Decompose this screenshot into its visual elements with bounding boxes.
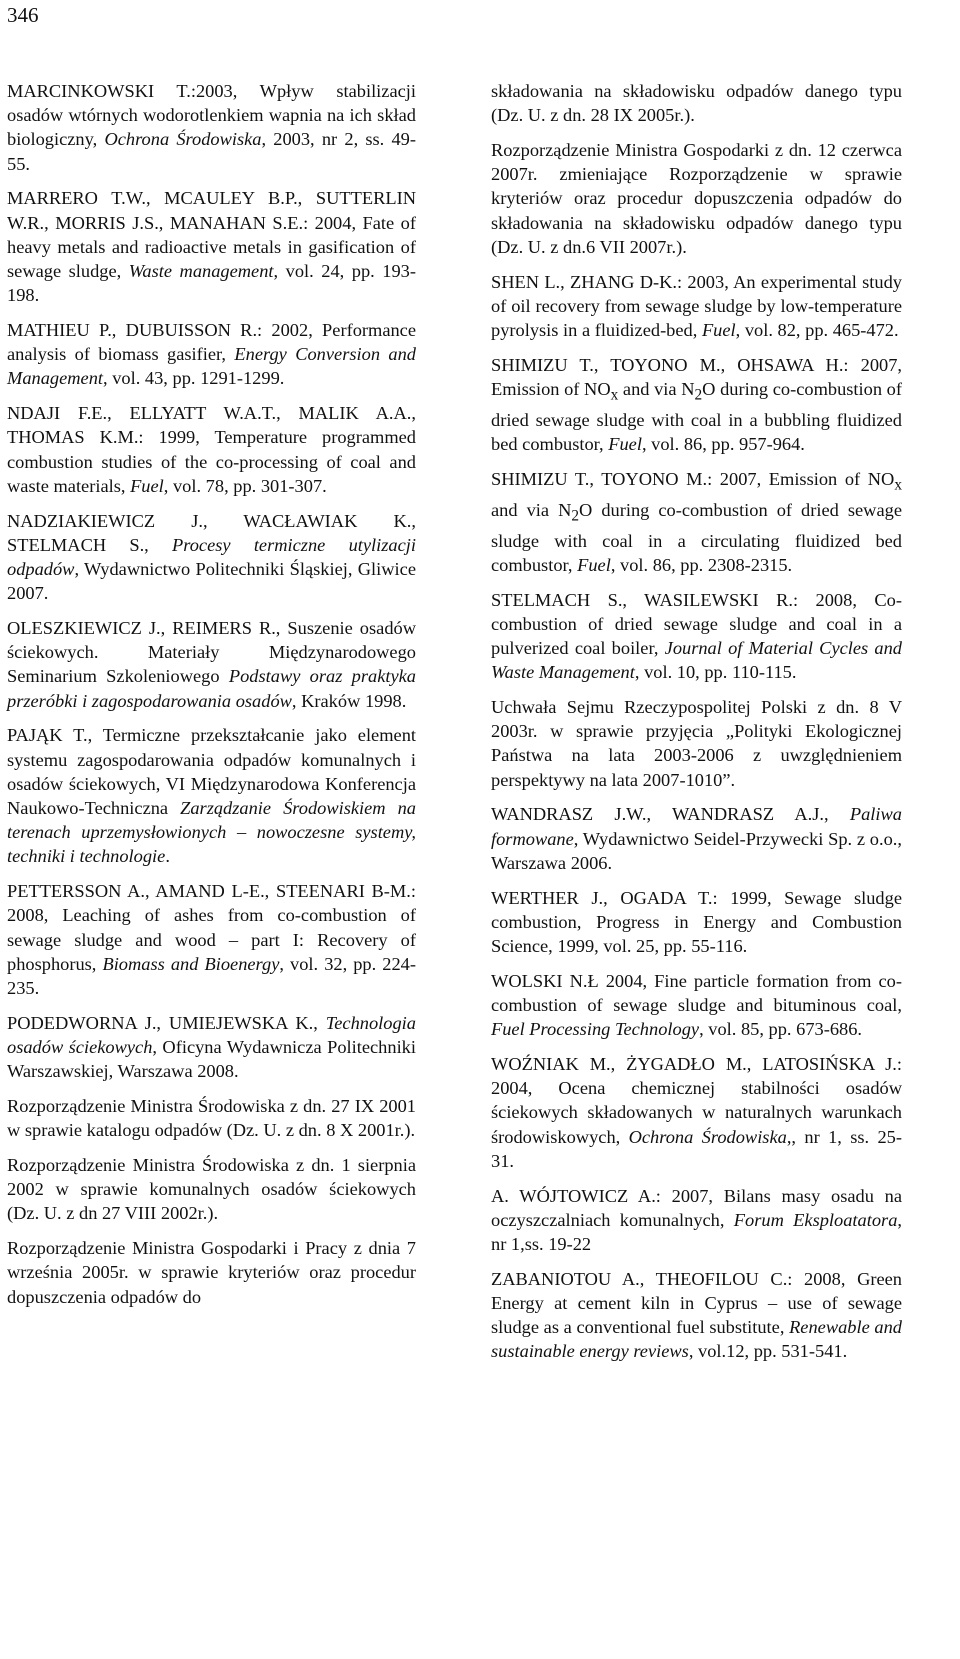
reference-text: 2 bbox=[694, 386, 703, 404]
reference-text: NADZIAKIEWICZ J., WACŁAWIAK K., STELMACH S., bbox=[7, 510, 416, 555]
reference-title-italic: Waste management bbox=[128, 261, 274, 282]
reference-text: SHEN L., ZHANG D-K.: 2003, An experimental study of oil recovery from sewage sludge by low-temperature pyrolysis in a fluidized-bed, bbox=[491, 271, 902, 341]
references-left-column bbox=[7, 79, 416, 1319]
reference-title-italic: Zarządzanie Środowiskiem na terenach uprzemysłowionych – nowoczesne systemy, techniki i technologie bbox=[7, 798, 416, 867]
reference-text: , vol. 32, pp. 224-235. bbox=[7, 953, 416, 999]
reference-text: MARRERO T.W., MCAULEY B.P., SUTTERLIN W.R., MORRIS J.S., MANAHAN S.E.: 2004, Fate of heavy metals and radioactive metals in gasification of sewage sludge, bbox=[7, 188, 416, 282]
reference-text: , vol. 43, pp. 1291-1299. bbox=[103, 368, 285, 389]
reference-text: MARCINKOWSKI T.:2003, Wpływ stabilizacji osadów wtórnych wodorotlenkiem wapnia na ich skład biologiczny, bbox=[7, 81, 416, 150]
reference-entry bbox=[491, 1184, 902, 1257]
reference-title-italic: Biomass and Bioenergy bbox=[102, 953, 280, 974]
reference-text: STELMACH S., WASILEWSKI R.: 2008, Co-combustion of dried sewage sludge and coal in a pulverized coal boiler, bbox=[491, 589, 902, 659]
reference-text: Rozporządzenie Ministra Gospodarki i Pracy z dnia 7 września 2005r. w sprawie kryteriów oraz procedur dopuszczenia odpadów do bbox=[7, 1238, 416, 1307]
reference-title-italic: Ochrona Środowiska bbox=[628, 1126, 787, 1147]
reference-text: , 2003, nr 2, ss. 49-55. bbox=[7, 129, 416, 174]
reference-title-italic: Energy Conversion and Management bbox=[7, 344, 416, 389]
reference-text: , vol. 82, pp. 465-472. bbox=[735, 320, 899, 341]
reference-title-italic: Journal of Material Cycles and Waste Management bbox=[491, 638, 903, 683]
reference-text: 2 bbox=[571, 507, 580, 525]
reference-text: , nr 1,ss. 19-22 bbox=[491, 1209, 902, 1255]
reference-text: x bbox=[894, 476, 902, 494]
reference-entry bbox=[491, 588, 902, 685]
reference-title-italic: Fuel bbox=[701, 320, 736, 341]
reference-text: , Wydawnictwo Seidel-Przywecki Sp. z o.o., Warszawa 2006. bbox=[491, 828, 902, 873]
reference-text: O during co-combustion of dried sewage sludge with coal in a bubbling fluidized bed combustor, bbox=[491, 379, 902, 455]
reference-entry bbox=[7, 1011, 416, 1084]
reference-text: x bbox=[610, 386, 619, 404]
reference-title-italic: Fuel bbox=[608, 434, 642, 455]
reference-text: , vol. 78, pp. 301-307. bbox=[163, 475, 327, 496]
reference-entry bbox=[7, 1094, 416, 1142]
reference-text: , Oficyna Wydawnicza Politechniki Warszawskiej, Warszawa 2008. bbox=[7, 1037, 416, 1082]
reference-text: OLESZKIEWICZ J., REIMERS R., Suszenie osadów ściekowych. Materiały Międzynarodowego Seminarium Szkoleniowego bbox=[7, 618, 416, 687]
reference-text: Uchwała Sejmu Rzeczypospolitej Polski z dn. 8 V 2003r. w sprawie przyjęcia „Polityki Ekologicznej Państwa na lata 2003-2006 z uwzględnieniem perspektywy na lata 2007-1010”. bbox=[491, 697, 902, 790]
reference-text: ,, nr 1, ss. 25-31. bbox=[491, 1126, 903, 1171]
reference-text: A. WÓJTOWICZ A.: 2007, Bilans masy osadu na oczyszczalniach komunalnych, bbox=[491, 1185, 902, 1230]
reference-entry bbox=[7, 509, 416, 606]
reference-text: MATHIEU P., DUBUISSON R.: 2002, Performance analysis of biomass gasifier, bbox=[7, 320, 416, 365]
reference-title-italic: Forum Eksploatatora bbox=[733, 1209, 898, 1230]
reference-text: Rozporządzenie Ministra Środowiska z dn. 1 sierpnia 2002 w sprawie komunalnych osadów ściekowych (Dz. U. z dn 27 VIII 2002r.). bbox=[7, 1155, 416, 1224]
reference-text: O during co-combustion of dried sewage sludge with coal in a circulating fluidized bed combustor, bbox=[491, 499, 902, 575]
reference-text: WERTHER J., OGADA T.: 1999, Sewage sludge combustion, Progress in Energy and Combustion Science, 1999, vol. 25, pp. 55-116. bbox=[491, 887, 902, 957]
reference-entry bbox=[491, 886, 902, 959]
reference-title-italic: Paliwa formowane bbox=[491, 804, 902, 849]
reference-text: ZABANIOTOU A., THEOFILOU C.: 2008, Green Energy at cement kiln in Cyprus – use of sewage sludge as a conventional fuel substitute, bbox=[491, 1268, 902, 1338]
reference-entry bbox=[491, 79, 902, 127]
reference-title-italic: Technologia osadów ściekowych bbox=[7, 1012, 416, 1058]
reference-text: , vol. 86, pp. 2308-2315. bbox=[610, 554, 793, 575]
reference-title-italic: Fuel Processing Technology bbox=[491, 1019, 700, 1040]
reference-title-italic: Fuel bbox=[577, 554, 611, 575]
reference-title-italic: Fuel bbox=[130, 475, 164, 496]
reference-entry bbox=[491, 353, 902, 456]
reference-title-italic: Procesy termiczne utylizacji odpadów bbox=[7, 534, 416, 580]
reference-text: , Kraków 1998. bbox=[291, 690, 407, 711]
reference-entry bbox=[491, 695, 902, 792]
reference-text: SHIMIZU T., TOYONO M., OHSAWA H.: 2007, Emission of NO bbox=[491, 354, 902, 400]
reference-entry bbox=[491, 467, 902, 577]
references-right-column bbox=[491, 79, 902, 1374]
reference-entry bbox=[7, 879, 416, 1000]
reference-text: PAJĄK T., Termiczne przekształcanie jako element systemu zagospodarowania odpadów komunalnych i osadów ściekowych, VI Międzynarodowa Konferencja Naukowo-Techniczna bbox=[7, 725, 416, 819]
reference-text: , vol. 24, pp. 193-198. bbox=[7, 261, 416, 306]
reference-title-italic: Renewable and sustainable energy reviews bbox=[491, 1317, 902, 1362]
reference-entry bbox=[7, 79, 416, 176]
reference-text: , vol. 10, pp. 110-115. bbox=[634, 662, 797, 683]
reference-entry bbox=[491, 1052, 902, 1173]
reference-title-italic: Podstawy oraz praktyka przeróbki i zagospodarowania osadów bbox=[7, 666, 416, 711]
reference-text: WANDRASZ J.W., WANDRASZ A.J., bbox=[491, 804, 850, 825]
reference-text: składowania na składowisku odpadów danego typu (Dz. U. z dn. 28 IX 2005r.). bbox=[491, 81, 902, 126]
reference-entry bbox=[491, 138, 902, 259]
reference-text: , Wydawnictwo Politechniki Śląskiej, Gliwice 2007. bbox=[7, 559, 416, 604]
reference-text: Rozporządzenie Ministra Gospodarki z dn. 12 czerwca 2007r. zmieniające Rozporządzenie w sprawie kryteriów oraz procedur dopuszczenia odpadów do składowania na składowisku odpadów danego typu (Dz. U. z dn.6 VII 2007r.). bbox=[491, 140, 902, 257]
reference-entry bbox=[491, 969, 902, 1042]
reference-text: , vol. 85, pp. 673-686. bbox=[699, 1019, 863, 1040]
reference-text: WOŹNIAK M., ŻYGADŁO M., LATOSIŃSKA J.: 2004, Ocena chemicznej stabilności osadów ściekowych składowanych w naturalnych warunkach środowiskowych, bbox=[491, 1054, 902, 1147]
reference-text: . bbox=[165, 846, 170, 867]
reference-text: and via N bbox=[491, 499, 572, 520]
reference-entry bbox=[7, 723, 416, 868]
reference-entry bbox=[7, 1153, 416, 1226]
reference-entry bbox=[491, 270, 902, 343]
reference-entry bbox=[7, 616, 416, 713]
reference-entry bbox=[491, 1267, 902, 1364]
reference-entry bbox=[7, 401, 416, 498]
reference-entry bbox=[491, 802, 902, 875]
reference-text: WOLSKI N.Ł 2004, Fine particle formation from co-combustion of sewage sludge and bituminous coal, bbox=[491, 970, 902, 1016]
reference-text: NDAJI F.E., ELLYATT W.A.T., MALIK A.A., THOMAS K.M.: 1999, Temperature programmed combustion studies of the co-processing of coal and waste materials, bbox=[7, 403, 416, 496]
reference-text: and via N bbox=[618, 379, 695, 400]
reference-text: , vol. 86, pp. 957-964. bbox=[641, 434, 805, 455]
reference-text: PODEDWORNA J., UMIEJEWSKA K., bbox=[7, 1012, 326, 1033]
reference-entry bbox=[7, 1236, 416, 1309]
reference-title-italic: Ochrona Środowiska bbox=[104, 129, 262, 150]
reference-text: , vol.12, pp. 531-541. bbox=[688, 1341, 848, 1362]
page-number: 346 bbox=[7, 3, 39, 27]
reference-entry bbox=[7, 186, 416, 307]
reference-text: PETTERSSON A., AMAND L-E., STEENARI B-M.: 2008, Leaching of ashes from co-combustion of sewage sludge and wood – part I: Recovery of phosphorus, bbox=[7, 881, 416, 974]
reference-text: Rozporządzenie Ministra Środowiska z dn. 27 IX 2001 w sprawie katalogu odpadów (Dz. U. z dn. 8 X 2001r.). bbox=[7, 1096, 416, 1141]
reference-entry bbox=[7, 318, 416, 391]
reference-text: SHIMIZU T., TOYONO M.: 2007, Emission of NO bbox=[491, 468, 895, 489]
